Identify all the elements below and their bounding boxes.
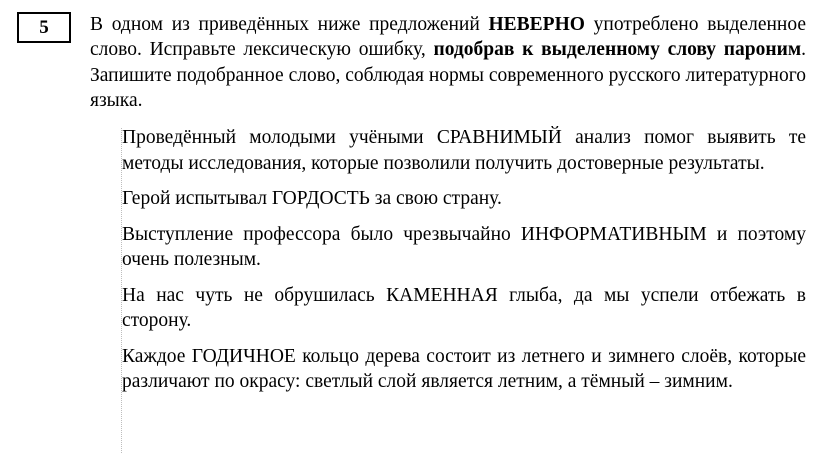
task-number-box [17, 12, 71, 43]
instruction-text-part-1: В одном из приведённых ниже предложений [90, 14, 489, 35]
sentence-2: Герой испытывал ГОРДОСТЬ за свою страну. [122, 188, 502, 209]
instruction-emphasis-paronym: подобрав к выделенному слову пароним [433, 39, 802, 61]
instruction-emphasis-incorrect: НЕВЕРНО [488, 14, 585, 35]
sentence-3: Выступление профессора было чрезвычайно ИНФОРМАТИВНЫМ и поэтому очень полезным. [122, 223, 806, 270]
instruction-text-part-3: . Запишите подобранное слово, соблюдая нормы современного русского литературного языка. [90, 39, 806, 111]
sentence-list [122, 125, 806, 395]
sentence-1: Проведённый молодыми учёными СРАВНИМЫЙ анализ помог выявить те методы исследования, которые позволили получить достоверные результаты. [122, 127, 806, 174]
task-number: 5 [39, 16, 49, 38]
sentence-5: Каждое ГОДИЧНОЕ кольцо дерева состоит из летнего и зимнего слоёв, которые различают по окрасу: светлый слой является летним, а тёмный – зимним. [122, 345, 806, 392]
task-instruction [90, 12, 806, 113]
sentence-4: На нас чуть не обрушилась КАМЕННАЯ глыба, да мы успели отбежать в сторону. [122, 284, 806, 331]
instruction-text-part-2: употреблено выделенное слово. Исправьте лексическую ошибку, [90, 14, 806, 61]
